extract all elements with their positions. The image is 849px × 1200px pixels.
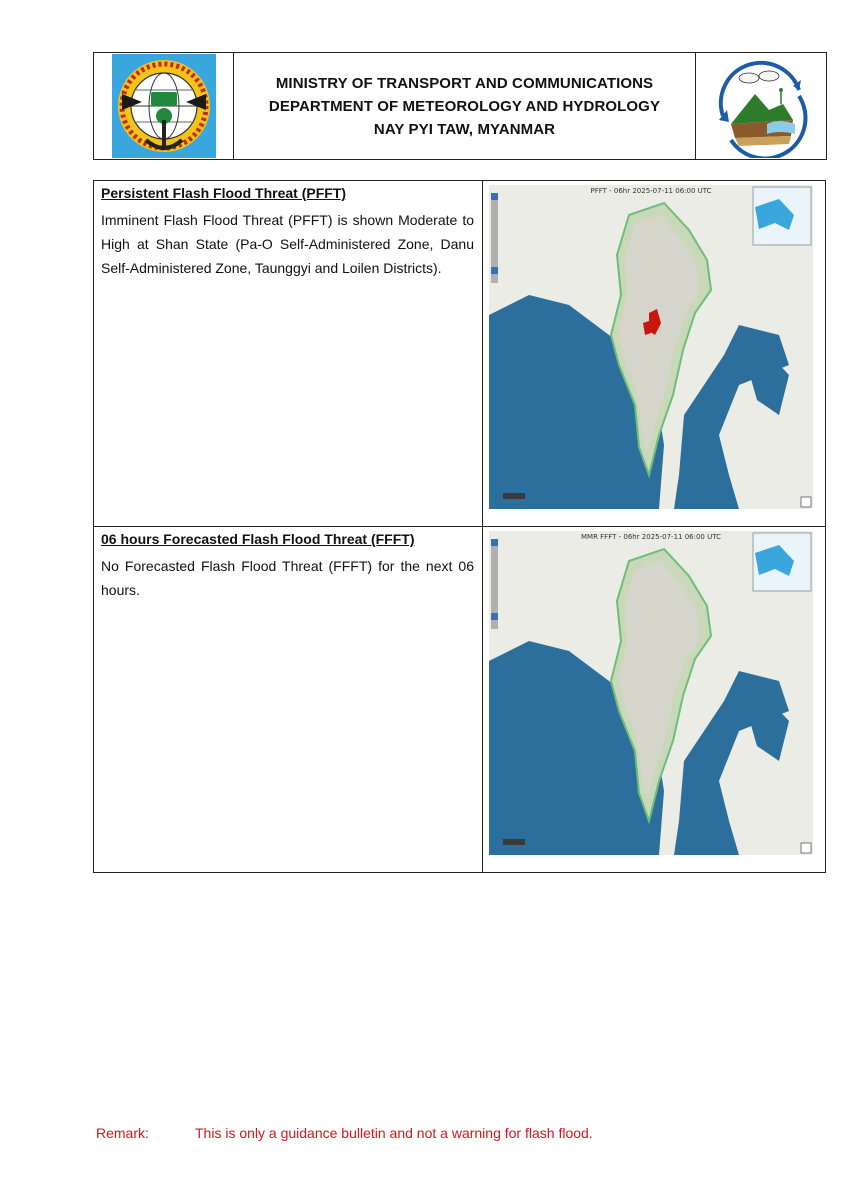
ffft-text-cell [94,527,483,872]
ministry-name: MINISTRY OF TRANSPORT AND COMMUNICATIONS [275,74,654,92]
ffft-map[interactable] [489,531,813,855]
ffft-map-caption: MMR FFFT - 06hr 2025-07-11 06:00 UTC [580,533,721,541]
remark-text: This is only a guidance bulletin and not a warning for flash flood. [195,1125,593,1141]
pfft-map-graphic [489,185,813,509]
pfft-map-caption: PFFT - 06hr 2025-07-11 06:00 UTC [590,187,712,195]
pfft-title: Persistent Flash Flood Threat (PFFT) [101,185,347,201]
bulletin-header [93,52,827,160]
ffft-map-cell [483,527,825,872]
threat-table [93,180,826,873]
ffft-row [94,527,825,872]
header-title-block [234,53,695,159]
pfft-row [94,181,825,527]
department-name: DEPARTMENT OF METEOROLOGY AND HYDROLOGY [268,97,661,115]
ffft-description: No Forecasted Flash Flood Threat (FFFT) for the next 06 hours. [101,558,474,598]
location-name: NAY PYI TAW, MYANMAR [373,120,556,138]
remark-label: Remark: [96,1125,149,1141]
remark-line [96,1125,593,1141]
pfft-map[interactable] [489,185,813,509]
pfft-description: Imminent Flash Flood Threat (PFFT) is shown Moderate to High at Shan State (Pa-O Self-Administered Zone, Danu Self-Administered Zone, Taunggyi and Loilen Districts). [101,212,474,276]
ministry-emblem-icon [112,54,216,158]
header-right-logo-cell [695,53,826,159]
hydrological-cycle-icon [709,54,813,158]
pfft-text-cell [94,181,483,526]
ffft-title: 06 hours Forecasted Flash Flood Threat (FFFT) [101,531,415,547]
header-left-logo-cell [94,53,234,159]
ffft-map-graphic [489,531,813,855]
pfft-map-cell [483,181,825,526]
